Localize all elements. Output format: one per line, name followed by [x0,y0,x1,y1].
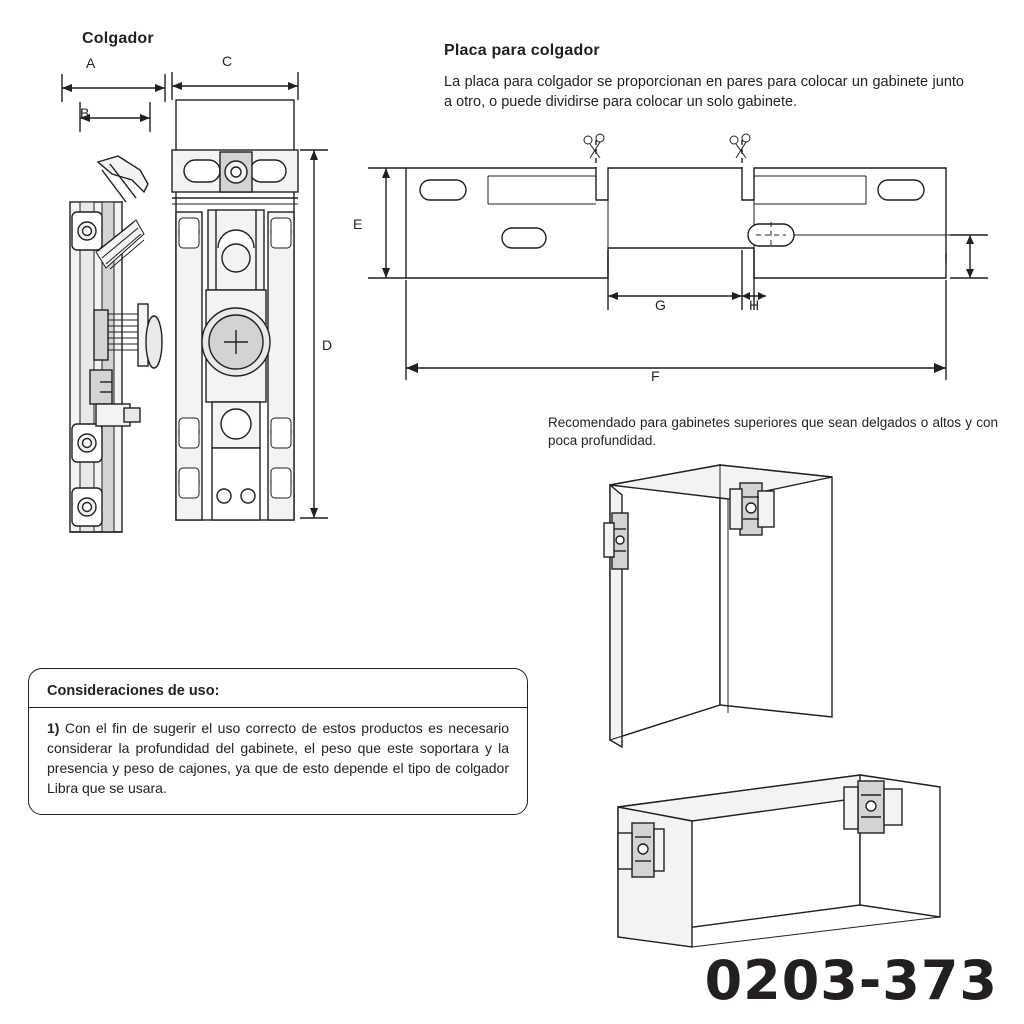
tall-cabinet [604,465,832,747]
scissors-icon [584,134,604,158]
considerations-item-number: 1) [47,720,60,737]
considerations-title: Consideraciones de uso: [47,683,220,699]
wide-cabinet [618,775,940,947]
considerations-item-text: Con el fin de sugerir el uso correcto de estos productos es necesario considerar la profundidad del gabinete, el peso que este soportara y la presencia y peso de cajones, ya que de esto depende el tipo de colgador Libra que se usara. [47,720,510,797]
placa-drawing [350,130,1010,420]
dimension-label-h: H [749,297,760,313]
considerations-box [28,668,528,815]
hanger-right [844,781,902,833]
scissors-icon [730,134,750,158]
dimension-label-g: G [655,297,666,313]
considerations-divider [29,707,527,708]
dimension-label-a: A [86,55,96,71]
placa-description: La placa para colgador se proporcionan en pares para colocar un gabinete junto a otro, o puede dividirse para colocar un solo gabinete. [444,74,964,110]
placa-note: Recomendado para gabinetes superiores que sean delgados o altos y con poca profundidad. [548,415,998,448]
dimension-label-b: B [80,105,90,121]
dimension-label-i: I [944,250,948,266]
colgador-front-view [150,52,370,552]
cabinet-illustrations [560,455,960,955]
dimension-label-d: D [322,337,333,353]
dimension-label-c: C [222,53,233,69]
hanger-left [604,513,628,569]
dimension-label-e: E [353,216,363,232]
part-code: 0203-373 [704,949,998,1012]
dimension-label-f: F [651,368,660,384]
considerations-item [47,718,509,798]
hanger-right [730,483,774,535]
section-title-colgador: Colgador [82,30,154,47]
section-title-placa: Placa para colgador [444,42,600,59]
